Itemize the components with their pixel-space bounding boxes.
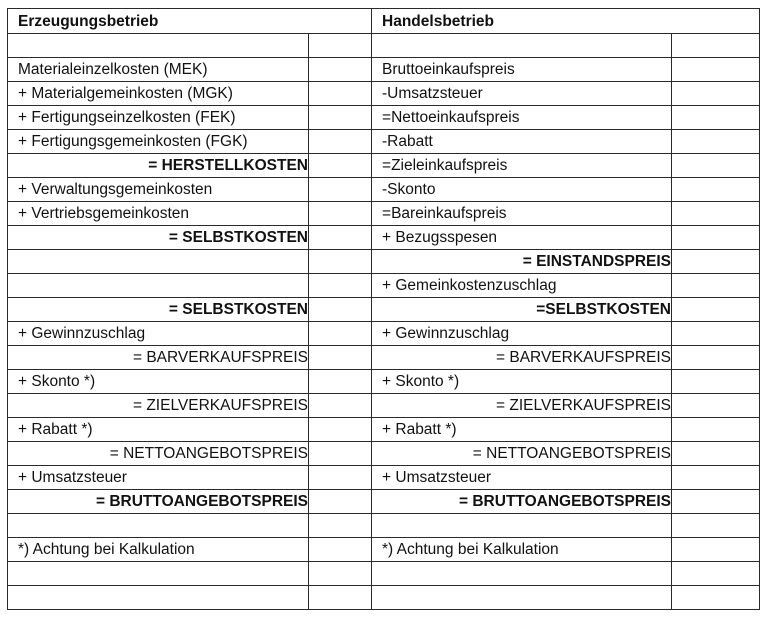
right-value-cell[interactable] [672, 538, 760, 562]
table-row [8, 82, 760, 106]
header-row [8, 9, 760, 34]
right-label-cell: + Rabatt *) [372, 418, 672, 442]
right-label-cell: + Gewinnzuschlag [372, 322, 672, 346]
right-value-cell[interactable] [672, 562, 760, 586]
right-value-cell[interactable] [672, 418, 760, 442]
left-value-cell[interactable] [309, 562, 372, 586]
right-label-cell: = BRUTTOANGEBOTSPREIS [372, 490, 672, 514]
right-label-cell: = EINSTANDSPREIS [372, 250, 672, 274]
right-value-cell[interactable] [672, 250, 760, 274]
left-value-cell[interactable] [309, 202, 372, 226]
table-row [8, 538, 760, 562]
right-label-cell: + Umsatzsteuer [372, 466, 672, 490]
right-value-cell[interactable] [672, 106, 760, 130]
right-label-cell: -Rabatt [372, 130, 672, 154]
right-label-cell: =Zieleinkaufspreis [372, 154, 672, 178]
right-label-cell: -Skonto [372, 178, 672, 202]
left-label-cell: + Gewinnzuschlag [8, 322, 309, 346]
table-row [8, 466, 760, 490]
left-label-cell [8, 562, 309, 586]
table-row [8, 274, 760, 298]
left-value-cell[interactable] [309, 370, 372, 394]
right-label-cell [372, 562, 672, 586]
left-label-cell: + Umsatzsteuer [8, 466, 309, 490]
table-row [8, 562, 760, 586]
right-label-cell [372, 514, 672, 538]
left-value-cell[interactable] [309, 250, 372, 274]
right-value-cell[interactable] [672, 298, 760, 322]
left-label-cell: + Rabatt *) [8, 418, 309, 442]
right-value-cell[interactable] [672, 154, 760, 178]
left-label-cell: + Fertigungseinzelkosten (FEK) [8, 106, 309, 130]
left-label-cell: = BRUTTOANGEBOTSPREIS [8, 490, 309, 514]
left-label-cell [8, 514, 309, 538]
right-label-cell [372, 586, 672, 610]
table-row [8, 394, 760, 418]
right-label-cell: = NETTOANGEBOTSPREIS [372, 442, 672, 466]
left-value-cell[interactable] [309, 82, 372, 106]
right-label-cell: Bruttoeinkaufspreis [372, 58, 672, 82]
table-row [8, 202, 760, 226]
left-value-cell[interactable] [309, 394, 372, 418]
right-value-cell[interactable] [672, 274, 760, 298]
right-label-cell: -Umsatzsteuer [372, 82, 672, 106]
left-value-cell[interactable] [309, 34, 372, 58]
left-label-cell: + Vertriebsgemeinkosten [8, 202, 309, 226]
right-value-cell[interactable] [672, 130, 760, 154]
left-value-cell[interactable] [309, 106, 372, 130]
right-value-cell[interactable] [672, 466, 760, 490]
left-label-cell: = ZIELVERKAUFSPREIS [8, 394, 309, 418]
left-value-cell[interactable] [309, 346, 372, 370]
table-row [8, 514, 760, 538]
left-label-cell: + Fertigungsgemeinkosten (FGK) [8, 130, 309, 154]
right-value-cell[interactable] [672, 346, 760, 370]
table-row [8, 490, 760, 514]
calculation-table [7, 8, 760, 610]
right-value-cell[interactable] [672, 394, 760, 418]
left-value-cell[interactable] [309, 442, 372, 466]
table-row [8, 586, 760, 610]
right-label-cell: = ZIELVERKAUFSPREIS [372, 394, 672, 418]
right-value-cell[interactable] [672, 178, 760, 202]
table-row [8, 34, 760, 58]
table-row [8, 346, 760, 370]
right-value-cell[interactable] [672, 34, 760, 58]
header-erzeugungsbetrieb: Erzeugungsbetrieb [8, 9, 372, 34]
left-value-cell[interactable] [309, 466, 372, 490]
left-label-cell: Materialeinzelkosten (MEK) [8, 58, 309, 82]
left-value-cell[interactable] [309, 586, 372, 610]
right-label-cell: + Skonto *) [372, 370, 672, 394]
left-label-cell: + Materialgemeinkosten (MGK) [8, 82, 309, 106]
table-row [8, 178, 760, 202]
table-row [8, 130, 760, 154]
right-value-cell[interactable] [672, 58, 760, 82]
right-label-cell: =Nettoeinkaufspreis [372, 106, 672, 130]
right-label-cell: *) Achtung bei Kalkulation [372, 538, 672, 562]
left-label-cell [8, 34, 309, 58]
left-label-cell [8, 250, 309, 274]
left-value-cell[interactable] [309, 130, 372, 154]
calculation-table-body [8, 9, 760, 610]
left-value-cell[interactable] [309, 418, 372, 442]
left-label-cell [8, 586, 309, 610]
right-value-cell[interactable] [672, 370, 760, 394]
left-label-cell: = NETTOANGEBOTSPREIS [8, 442, 309, 466]
right-value-cell[interactable] [672, 202, 760, 226]
right-value-cell[interactable] [672, 514, 760, 538]
left-label-cell: = SELBSTKOSTEN [8, 226, 309, 250]
right-value-cell[interactable] [672, 82, 760, 106]
left-value-cell[interactable] [309, 274, 372, 298]
right-value-cell[interactable] [672, 490, 760, 514]
left-value-cell[interactable] [309, 490, 372, 514]
left-label-cell: = HERSTELLKOSTEN [8, 154, 309, 178]
left-value-cell[interactable] [309, 58, 372, 82]
table-row [8, 106, 760, 130]
table-row [8, 250, 760, 274]
header-handelsbetrieb: Handelsbetrieb [372, 9, 760, 34]
table-row [8, 322, 760, 346]
right-label-cell: + Bezugsspesen [372, 226, 672, 250]
table-row [8, 370, 760, 394]
left-value-cell[interactable] [309, 322, 372, 346]
right-label-cell: + Gemeinkostenzuschlag [372, 274, 672, 298]
right-value-cell[interactable] [672, 322, 760, 346]
left-label-cell: *) Achtung bei Kalkulation [8, 538, 309, 562]
table-row [8, 58, 760, 82]
left-value-cell[interactable] [309, 178, 372, 202]
right-label-cell: =Bareinkaufspreis [372, 202, 672, 226]
left-value-cell[interactable] [309, 226, 372, 250]
table-row [8, 298, 760, 322]
table-row [8, 442, 760, 466]
right-label-cell [372, 34, 672, 58]
left-label-cell: + Skonto *) [8, 370, 309, 394]
table-row [8, 418, 760, 442]
right-label-cell: =SELBSTKOSTEN [372, 298, 672, 322]
left-value-cell[interactable] [309, 514, 372, 538]
right-value-cell[interactable] [672, 226, 760, 250]
right-label-cell: = BARVERKAUFSPREIS [372, 346, 672, 370]
right-value-cell[interactable] [672, 586, 760, 610]
table-row [8, 154, 760, 178]
left-label-cell: + Verwaltungsgemeinkosten [8, 178, 309, 202]
right-value-cell[interactable] [672, 442, 760, 466]
left-value-cell[interactable] [309, 538, 372, 562]
left-value-cell[interactable] [309, 154, 372, 178]
left-value-cell[interactable] [309, 298, 372, 322]
left-label-cell [8, 274, 309, 298]
table-row [8, 226, 760, 250]
left-label-cell: = BARVERKAUFSPREIS [8, 346, 309, 370]
left-label-cell: = SELBSTKOSTEN [8, 298, 309, 322]
